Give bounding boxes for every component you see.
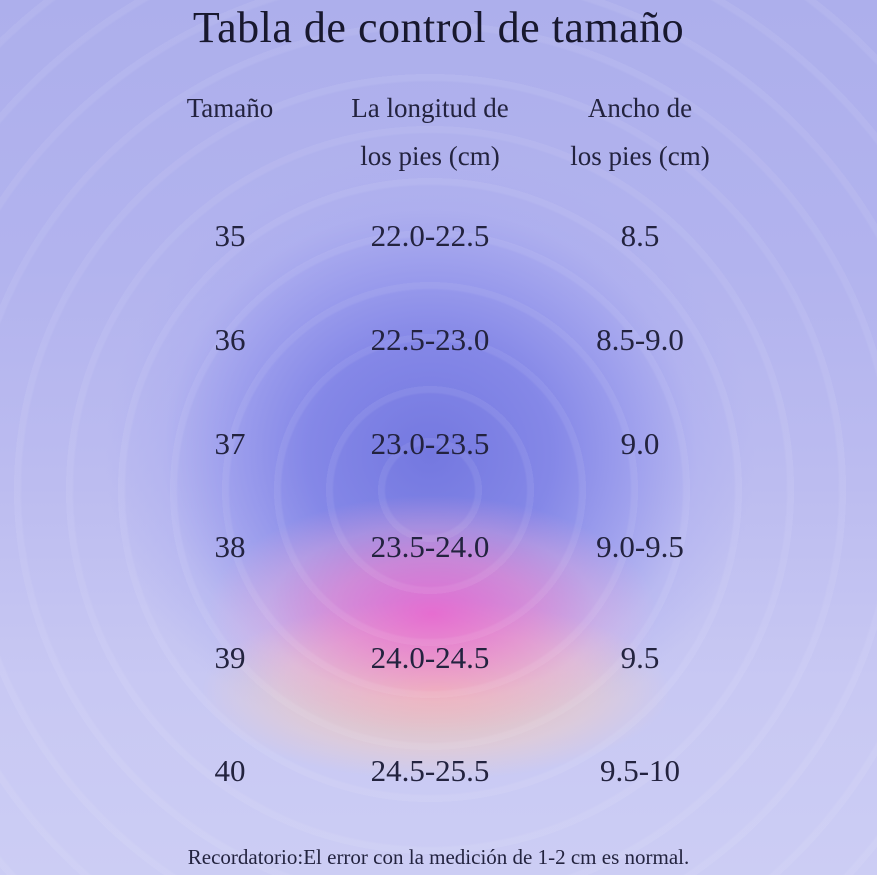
- table-row: [130, 322, 750, 358]
- header-foot-width: [530, 84, 750, 180]
- cell-size: 38: [214, 529, 246, 564]
- cell-foot-length: 24.0-24.5: [370, 640, 490, 675]
- table-row: [130, 426, 750, 462]
- cell-size: 37: [214, 426, 246, 461]
- cell-foot-width: 9.5: [620, 640, 660, 675]
- header-foot-length-line1: La longitud de: [351, 93, 509, 123]
- header-size: Tamaño: [186, 93, 274, 123]
- header-foot-width-line2: los pies (cm): [570, 141, 710, 171]
- cell-foot-length: 22.0-22.5: [370, 218, 490, 253]
- cell-size: 36: [214, 322, 246, 357]
- table-header-row: [130, 84, 750, 180]
- cell-foot-length: 23.0-23.5: [370, 426, 490, 461]
- header-foot-width-line1: Ancho de: [587, 93, 693, 123]
- reminder-note: Recordatorio:El error con la medición de 1-2 cm es normal.: [187, 845, 690, 869]
- cell-foot-width: 8.5: [620, 218, 660, 253]
- cell-foot-length: 22.5-23.0: [370, 322, 490, 357]
- table-row: [130, 218, 750, 254]
- header-foot-length: [330, 84, 530, 180]
- cell-size: 40: [214, 753, 246, 788]
- table-row: [130, 640, 750, 676]
- cell-foot-width: 9.0-9.5: [596, 529, 684, 564]
- cell-foot-length: 24.5-25.5: [370, 753, 490, 788]
- table-row: [130, 753, 750, 789]
- cell-foot-length: 23.5-24.0: [370, 529, 490, 564]
- cell-size: 35: [214, 218, 246, 253]
- page-title: Tabla de control de tamaño: [192, 3, 685, 52]
- cell-size: 39: [214, 640, 246, 675]
- cell-foot-width: 8.5-9.0: [596, 322, 684, 357]
- table-row: [130, 529, 750, 565]
- cell-foot-width: 9.5-10: [599, 753, 681, 788]
- header-foot-length-line2: los pies (cm): [360, 141, 500, 171]
- cell-foot-width: 9.0: [620, 426, 660, 461]
